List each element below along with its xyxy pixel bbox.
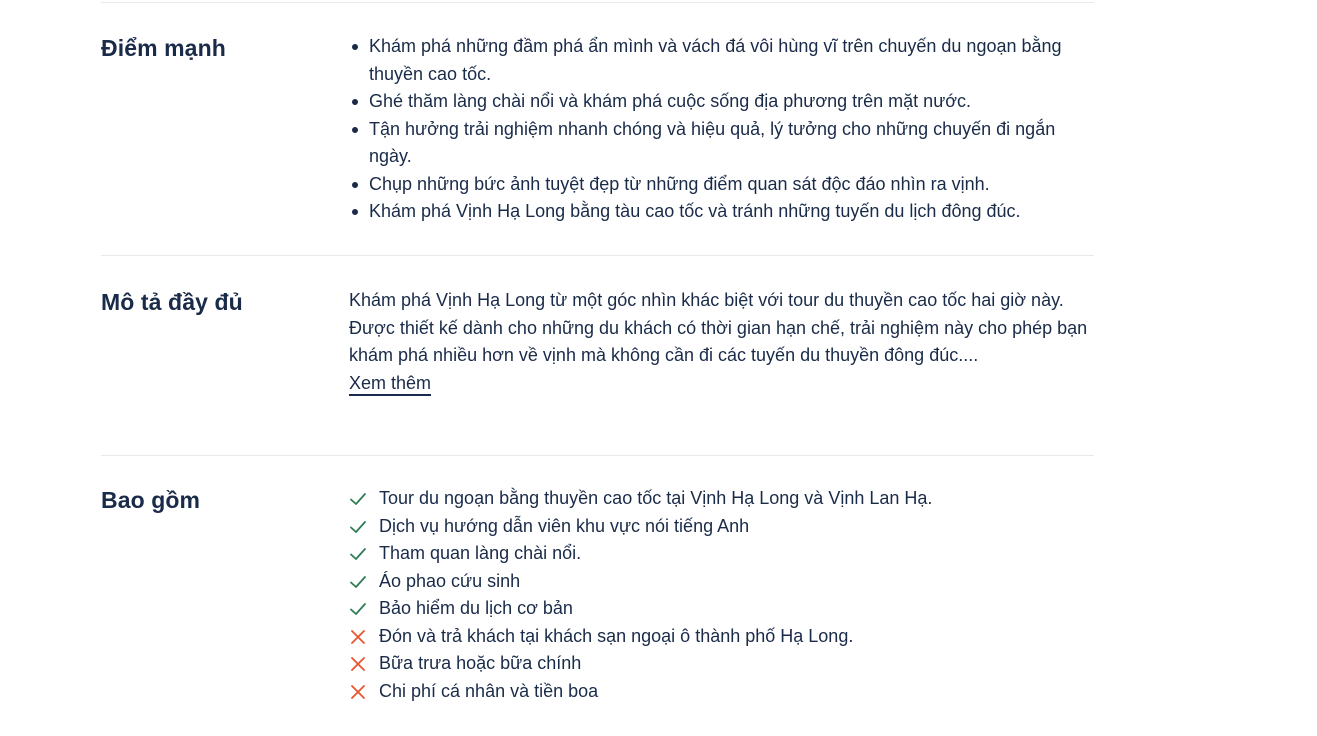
exclude-text: Bữa trưa hoặc bữa chính <box>379 653 582 673</box>
list-item <box>369 116 1094 171</box>
includes-section <box>101 455 1094 736</box>
includes-title: Bao gồm <box>101 487 201 513</box>
includes-list <box>349 485 1094 705</box>
list-item <box>349 595 1094 623</box>
cross-icon <box>349 684 367 700</box>
list-item <box>349 650 1094 678</box>
include-text: Áo phao cứu sinh <box>379 570 521 591</box>
check-icon <box>349 546 367 562</box>
highlight-text: Khám phá Vịnh Hạ Long bằng tàu cao tốc và tránh những tuyến du lịch đông đúc. <box>369 201 1021 221</box>
highlights-body <box>349 33 1094 226</box>
highlights-section <box>101 0 1094 256</box>
list-item <box>349 540 1094 568</box>
read-more-link[interactable]: Xem thêm <box>349 372 431 396</box>
description-title: Mô tả đầy đủ <box>101 289 243 315</box>
highlight-text: Chụp những bức ảnh tuyệt đẹp từ những điểm quan sát độc đáo nhìn ra vịnh. <box>369 173 990 194</box>
list-item <box>349 513 1094 541</box>
bullet-icon <box>352 127 358 133</box>
bullet-icon <box>352 44 358 50</box>
check-icon <box>349 491 367 507</box>
list-item <box>349 568 1094 596</box>
list-item <box>369 88 1094 116</box>
highlight-text: Tận hưởng trải nghiệm nhanh chóng và hiệu quả, lý tưởng cho những chuyến đi ngắn ngày. <box>369 118 1056 166</box>
include-text: Dịch vụ hướng dẫn viên khu vực nói tiếng Anh <box>379 515 750 536</box>
include-text: Bảo hiểm du lịch cơ bản <box>379 598 573 618</box>
list-item <box>349 485 1094 513</box>
list-item <box>369 33 1094 88</box>
list-item <box>369 171 1094 199</box>
description-section <box>101 256 1094 455</box>
list-item <box>349 678 1094 706</box>
bullet-icon <box>352 209 358 215</box>
bullet-icon <box>352 99 358 105</box>
exclude-text: Đón và trả khách tại khách sạn ngoại ô thành phố Hạ Long. <box>379 625 854 646</box>
check-icon <box>349 519 367 535</box>
include-text: Tour du ngoạn bằng thuyền cao tốc tại Vịnh Hạ Long và Vịnh Lan Hạ. <box>379 488 933 508</box>
include-text: Tham quan làng chài nổi. <box>379 543 582 563</box>
highlights-title: Điểm mạnh <box>101 35 226 61</box>
list-item <box>369 198 1094 226</box>
bullet-icon <box>352 182 358 188</box>
description-body <box>349 287 1094 397</box>
exclude-text: Chi phí cá nhân và tiền boa <box>379 680 599 701</box>
cross-icon <box>349 629 367 645</box>
list-item <box>349 623 1094 651</box>
highlights-list <box>349 33 1094 226</box>
includes-body <box>349 485 1094 705</box>
check-icon <box>349 574 367 590</box>
check-icon <box>349 601 367 617</box>
cross-icon <box>349 656 367 672</box>
highlight-text: Khám phá những đầm phá ẩn mình và vách đá vôi hùng vĩ trên chuyến du ngoạn bằng thuyền cao tốc. <box>369 36 1062 84</box>
description-text: Khám phá Vịnh Hạ Long từ một góc nhìn khác biệt với tour du thuyền cao tốc hai giờ này. Được thiết kế dành cho những du khách có thời gian hạn chế, trải nghiệm này cho phép bạn khám phá nhiều hơn về vịnh mà không cần đi các tuyến du thuyền đông đúc.... <box>349 290 1088 365</box>
highlight-text: Ghé thăm làng chài nổi và khám phá cuộc sống địa phương trên mặt nước. <box>369 91 972 111</box>
